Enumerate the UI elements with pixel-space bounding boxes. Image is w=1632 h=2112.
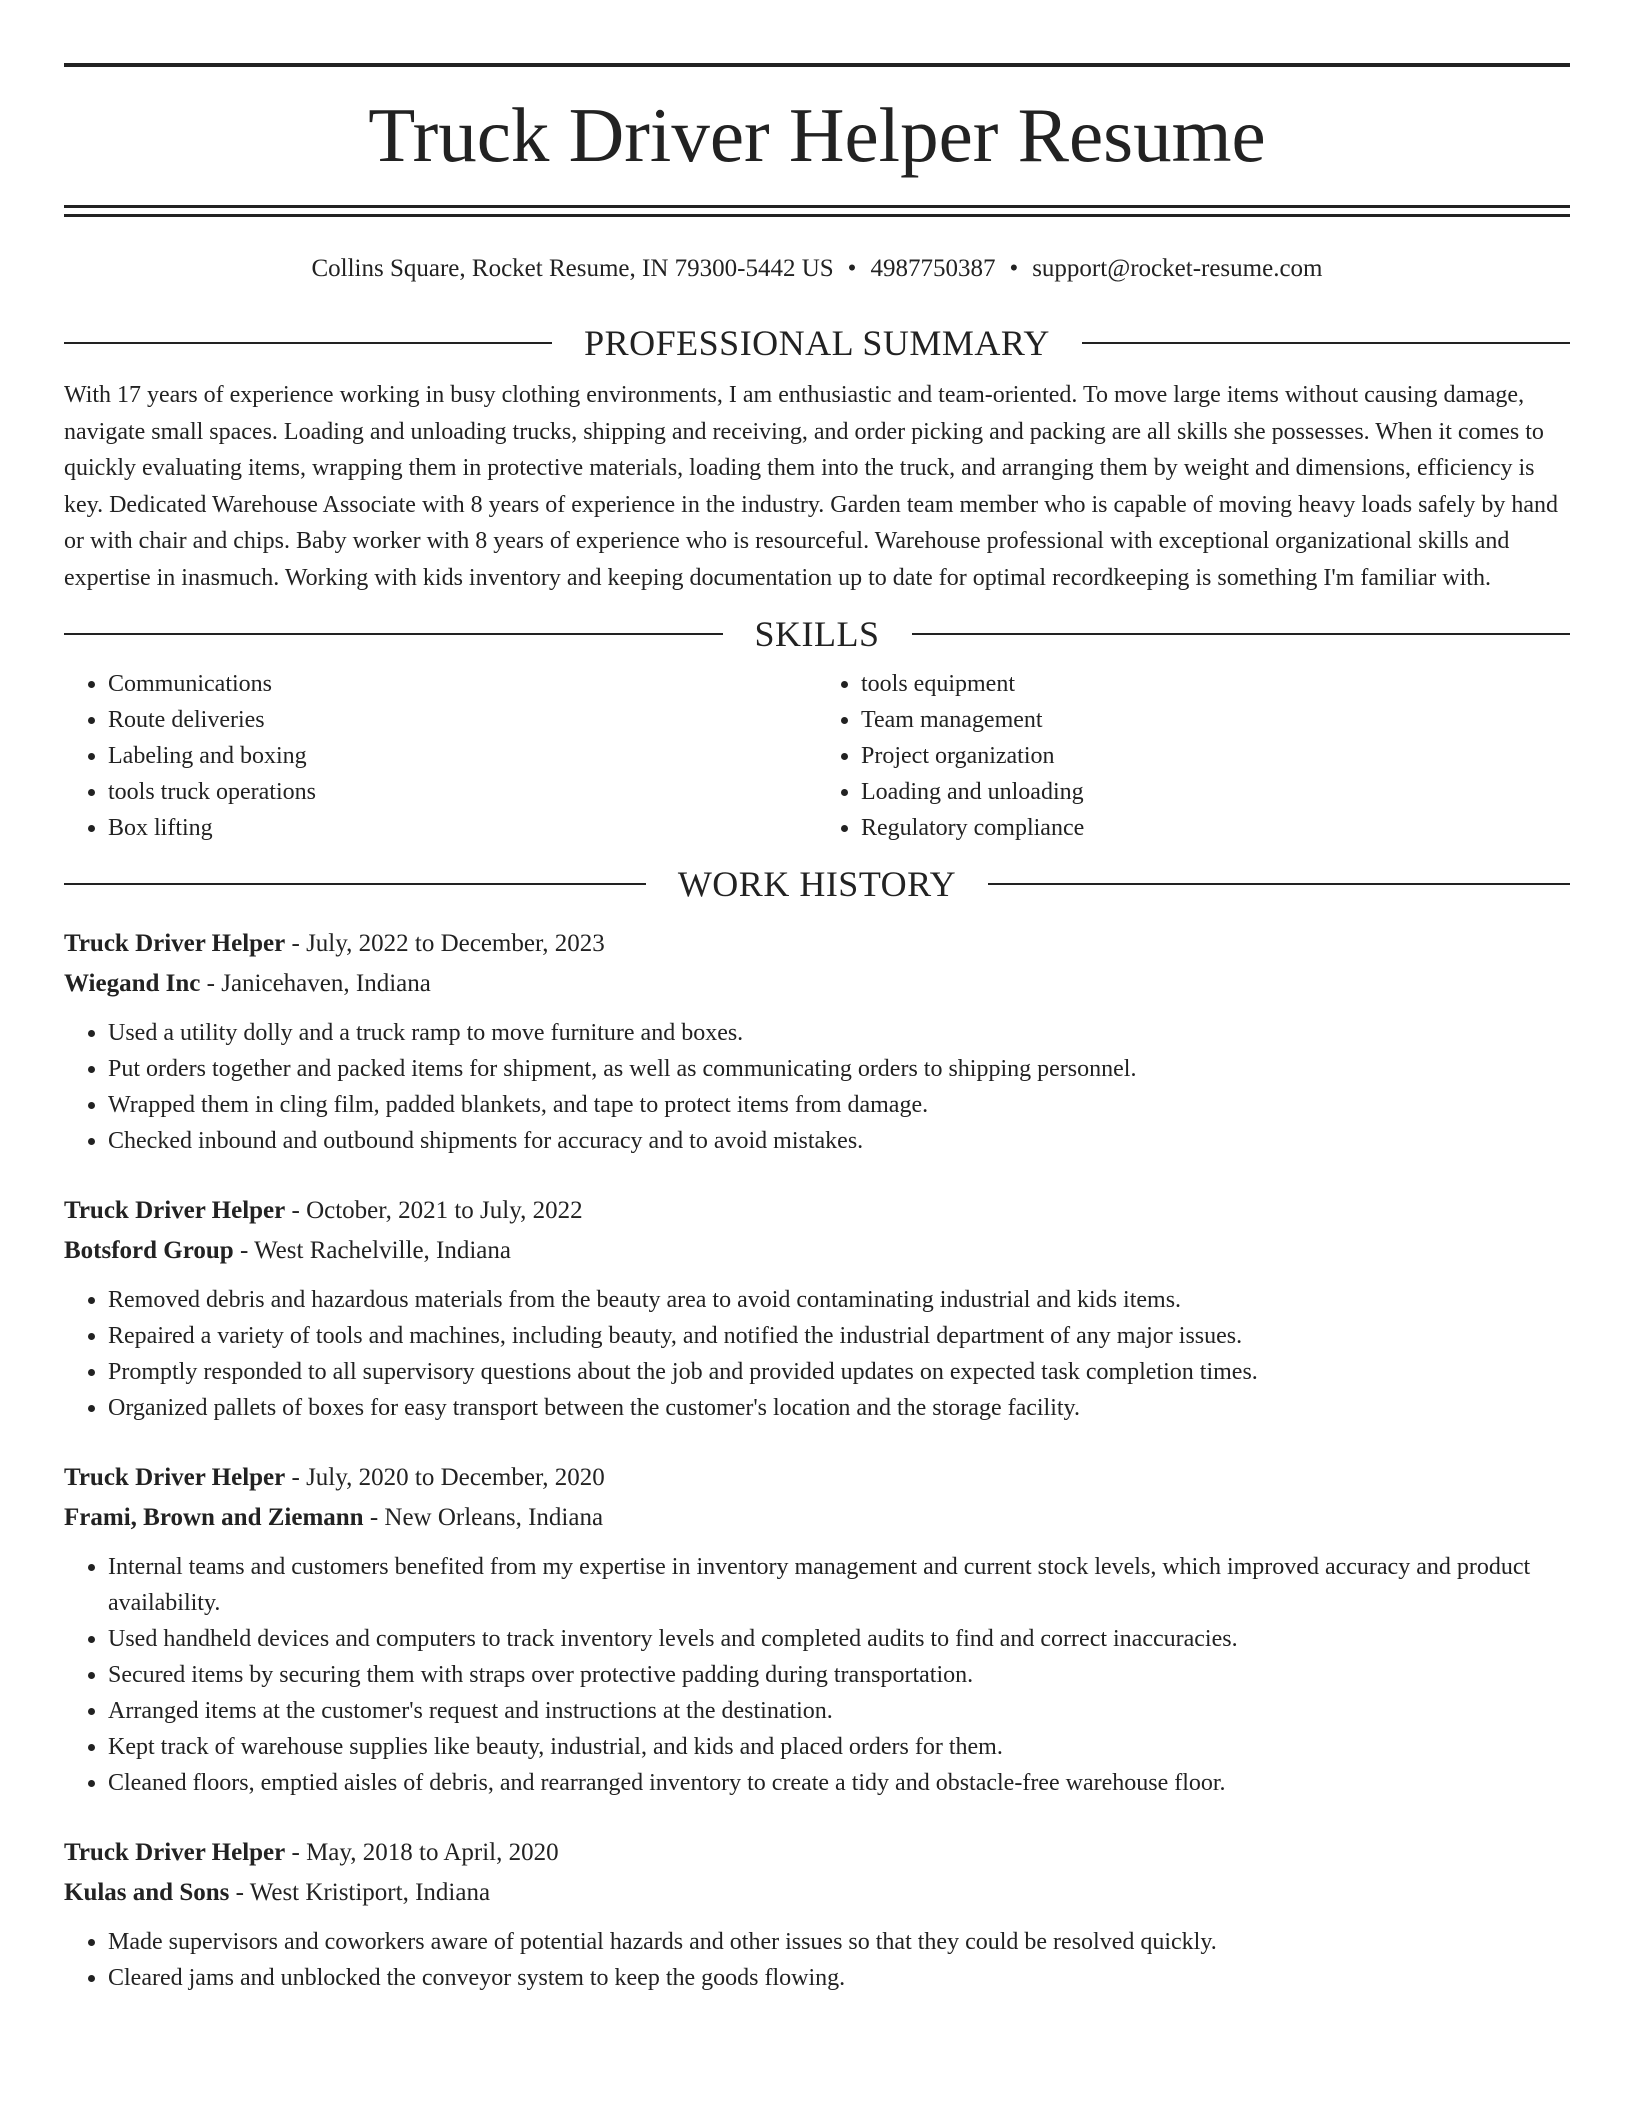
job-title-line: [64, 1833, 1570, 1873]
skills-list: [64, 666, 1570, 846]
job-bullet: • Secured items by securing them with straps over protective padding during transportation.: [108, 1657, 1570, 1693]
job-bullet: • Repaired a variety of tools and machines, including beauty, and notified the industrial department of any major issues.: [108, 1318, 1570, 1354]
job-title: Truck Driver Helper: [64, 1197, 286, 1224]
skill-item: • Labeling and boxing: [108, 738, 817, 774]
heading-rule-right: [1082, 342, 1570, 344]
contact-address: Collins Square, Rocket Resume, IN 79300-5442 US: [311, 255, 834, 282]
resume-page: [64, 0, 1570, 1996]
job-bullet: • Kept track of warehouse supplies like beauty, industrial, and kids and placed orders for them.: [108, 1729, 1570, 1765]
job-bullet: • Cleared jams and unblocked the conveyor system to keep the goods flowing.: [108, 1960, 1570, 1996]
skills-column-right: [817, 666, 1570, 846]
job-company-line: [64, 1873, 1570, 1913]
skill-item: • Project organization: [861, 738, 1570, 774]
job-dates: - October, 2021 to July, 2022: [285, 1197, 583, 1224]
job-bullets: [64, 1015, 1570, 1159]
summary-heading: [64, 325, 1570, 361]
job-bullet: • Checked inbound and outbound shipments for accuracy and to avoid mistakes.: [108, 1123, 1570, 1159]
skill-item: • tools equipment: [861, 666, 1570, 702]
job-bullet: • Cleaned floors, emptied aisles of debris, and rearranged inventory to create a tidy and obstacle-free warehouse floor.: [108, 1765, 1570, 1801]
title-double-rule: [64, 205, 1570, 217]
job-company-line: [64, 964, 1570, 1004]
job-bullet: • Put orders together and packed items for shipment, as well as communicating orders to shipping personnel.: [108, 1051, 1570, 1087]
summary-text: With 17 years of experience working in busy clothing environments, I am enthusiastic and team-oriented. To move large items without causing damage, navigate small spaces. Loading and unloading trucks, shipping and receiving, and order picking and packing are all skills she possesses. When it comes to quickly evaluating items, wrapping them in protective materials, loading them into the truck, and arranging them by weight and dimensions, efficiency is key. Dedicated Warehouse Associate with 8 years of experience in the industry. Garden team member who is capable of moving heavy loads safely by hand or with chair and chips. Baby worker with 8 years of experience who is resourceful. Warehouse professional with exceptional organizational skills and expertise in inasmuch. Working with kids inventory and keeping documentation up to date for optimal recordkeeping is something I'm familiar with.: [64, 382, 1559, 591]
heading-rule-left: [64, 883, 646, 885]
job-company: Kulas and Sons: [64, 1879, 230, 1906]
job-company-line: [64, 1231, 1570, 1271]
job-title-line: [64, 1458, 1570, 1498]
job-entry: [64, 1833, 1570, 1996]
job-location: - New Orleans, Indiana: [363, 1504, 604, 1531]
job-bullet: • Promptly responded to all supervisory questions about the job and provided updates on expected task completion times.: [108, 1354, 1570, 1390]
heading-rule-left: [64, 633, 723, 635]
skills-column-left: [64, 666, 817, 846]
job-bullet: • Organized pallets of boxes for easy transport between the customer's location and the storage facility.: [108, 1390, 1570, 1426]
skill-item: • Route deliveries: [108, 702, 817, 738]
work-heading: [64, 866, 1570, 902]
contact-separator: •: [1009, 255, 1019, 282]
job-bullets: [64, 1549, 1570, 1801]
heading-rule-right: [988, 883, 1570, 885]
skill-item: • Communications: [108, 666, 817, 702]
job-title: Truck Driver Helper: [64, 930, 286, 957]
job-bullets: [64, 1924, 1570, 1996]
job-title: Truck Driver Helper: [64, 1464, 286, 1491]
skill-item: • Team management: [861, 702, 1570, 738]
heading-rule-right: [912, 633, 1571, 635]
job-bullet: • Removed debris and hazardous materials from the beauty area to avoid contaminating industrial and kids items.: [108, 1282, 1570, 1318]
job-company-line: [64, 1498, 1570, 1538]
job-bullet: • Used a utility dolly and a truck ramp to move furniture and boxes.: [108, 1015, 1570, 1051]
job-bullet: • Wrapped them in cling film, padded blankets, and tape to protect items from damage.: [108, 1087, 1570, 1123]
skill-item: • tools truck operations: [108, 774, 817, 810]
job-bullet: • Arranged items at the customer's request and instructions at the destination.: [108, 1693, 1570, 1729]
job-title-line: [64, 1191, 1570, 1231]
job-location: - Janicehaven, Indiana: [200, 970, 431, 997]
contact-phone: 4987750387: [870, 255, 996, 282]
job-bullet: • Used handheld devices and computers to track inventory levels and completed audits to find and correct inaccuracies.: [108, 1621, 1570, 1657]
job-dates: - May, 2018 to April, 2020: [285, 1839, 559, 1866]
job-entry: [64, 1458, 1570, 1801]
job-location: - West Rachelville, Indiana: [233, 1237, 511, 1264]
work-heading-label: WORK HISTORY: [677, 864, 957, 904]
job-bullet: • Internal teams and customers benefited from my expertise in inventory management and current stock levels, which improved accuracy and product availability.: [108, 1549, 1570, 1621]
skill-item: • Box lifting: [108, 810, 817, 846]
contact-separator: •: [847, 255, 857, 282]
job-title-line: [64, 924, 1570, 964]
job-entry: [64, 924, 1570, 1159]
contact-line: [64, 251, 1570, 287]
job-company: Frami, Brown and Ziemann: [64, 1504, 364, 1531]
heading-rule-left: [64, 342, 552, 344]
job-company: Wiegand Inc: [64, 970, 201, 997]
skill-item: • Loading and unloading: [861, 774, 1570, 810]
skills-heading-label: SKILLS: [754, 614, 880, 654]
job-entry: [64, 1191, 1570, 1426]
top-rule: [64, 63, 1570, 67]
skill-item: • Regulatory compliance: [861, 810, 1570, 846]
job-bullet: • Made supervisors and coworkers aware of potential hazards and other issues so that they could be resolved quickly.: [108, 1924, 1570, 1960]
resume-title: Truck Driver Helper Resume: [368, 92, 1266, 178]
job-company: Botsford Group: [64, 1237, 234, 1264]
contact-email: support@rocket-resume.com: [1032, 255, 1323, 282]
job-location: - West Kristiport, Indiana: [229, 1879, 491, 1906]
job-title: Truck Driver Helper: [64, 1839, 286, 1866]
summary-heading-label: PROFESSIONAL SUMMARY: [584, 323, 1050, 363]
job-dates: - July, 2020 to December, 2020: [285, 1464, 605, 1491]
job-bullets: [64, 1282, 1570, 1426]
job-dates: - July, 2022 to December, 2023: [285, 930, 605, 957]
skills-heading: [64, 616, 1570, 652]
